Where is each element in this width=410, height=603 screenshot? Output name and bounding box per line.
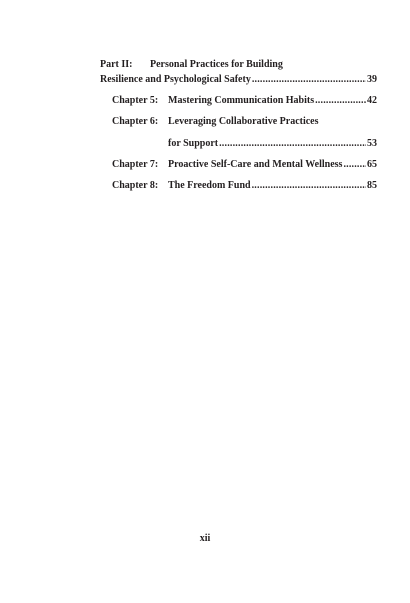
part-title-line2: Resilience and Psychological Safety [100,74,251,85]
leader-dots [252,73,366,87]
toc-entry-chapter-7 [112,158,377,172]
page-number: 53 [367,138,377,149]
chapter-title-line1: Leveraging Collaborative Practices [168,116,319,127]
toc-entry-chapter-6 [112,115,377,129]
toc-entry-chapter-5 [112,94,377,108]
part-label: Part II: [100,59,133,70]
chapter-title: The Freedom Fund [168,180,251,191]
chapter-label: Chapter 6: [112,116,159,127]
leader-dots [219,137,366,151]
part-heading [100,58,283,72]
page-folio: xii [199,533,211,544]
page-number: 85 [367,180,377,191]
part-title-line1: Personal Practices for Building [150,59,283,70]
leader-dots [343,158,366,172]
chapter-title-line2: for Support [168,138,219,149]
chapter-title: Mastering Communication Habits [168,95,315,106]
toc-entry-chapter-8 [112,179,377,193]
chapter-label: Chapter 8: [112,180,159,191]
page-number: 42 [367,95,377,106]
leader-dots [315,94,366,108]
chapter-title: Proactive Self-Care and Mental Wellness [168,159,343,170]
page-number: 65 [367,159,377,170]
leader-dots [252,179,366,193]
page-number: 39 [367,74,377,85]
chapter-label: Chapter 7: [112,159,159,170]
chapter-label: Chapter 5: [112,95,159,106]
toc-entry-chapter-6-cont [168,137,377,151]
part-title-entry [100,73,377,87]
